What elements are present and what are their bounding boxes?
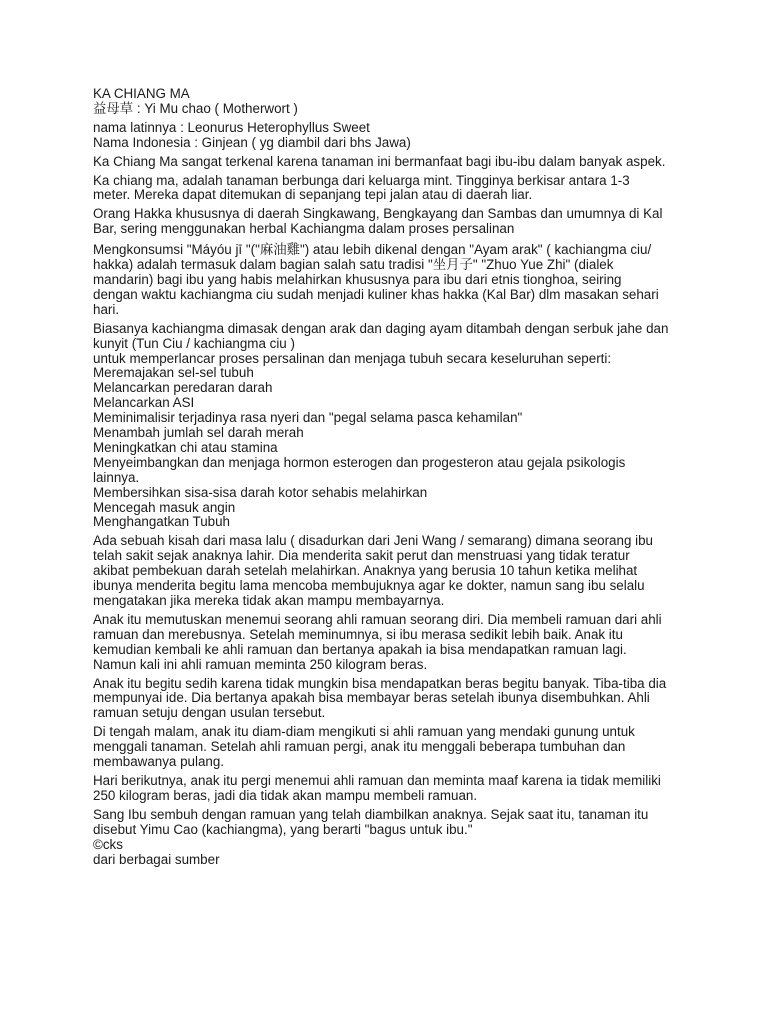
text-line: Anak itu memutuskan menemui seorang ahli ramuan seorang diri. Dia membeli ramuan dari ahli xyxy=(93,611,662,627)
list-item: Melancarkan ASI xyxy=(93,395,195,411)
names-paragraph xyxy=(93,121,693,151)
paragraph xyxy=(93,155,693,170)
text-line: Sang Ibu sembuh dengan ramuan yang telah diambilkan anaknya. Sejak saat itu, tanaman itu xyxy=(93,806,649,822)
text-line: Nama Indonesia : Ginjean ( yg diambil dari bhs Jawa) xyxy=(93,134,411,150)
text-line: disebut Yimu Cao (kachiangma), yang berarti "bagus untuk ibu." xyxy=(93,821,473,837)
text-line: ramuan dan merebusnya. Setelah meminumnya, si ibu merasa sedikit lebih baik. Anak itu xyxy=(93,626,623,642)
document-page xyxy=(93,87,693,871)
document-title: KA CHIANG MA xyxy=(93,86,190,101)
title-block xyxy=(93,87,693,117)
text-line: membawanya pulang. xyxy=(93,754,225,770)
list-item: Meningkatkan chi atau stamina xyxy=(93,439,278,455)
text-line: Hari berikutnya, anak itu pergi menemui ahli ramuan dan meminta maaf karena ia tidak memiliki xyxy=(93,772,661,788)
text-line: meter. Mereka dapat ditemukan di sepanjang tepi jalan atau di daerah liar. xyxy=(93,187,533,203)
list-item: Mencegah masuk angin xyxy=(93,499,236,515)
list-item: Membersihkan sisa-sisa darah kotor sehabis melahirkan xyxy=(93,484,428,500)
text-line: Ka Chiang Ma sangat terkenal karena tanaman ini bermanfaat bagi ibu-ibu dalam banyak aspek. xyxy=(93,153,666,169)
paragraph xyxy=(93,243,693,318)
list-item: Menyeimbangkan dan menjaga hormon esterogen dan progesteron atau gejala psikologis xyxy=(93,454,626,470)
text-line: kemudian kembali ke ahli ramuan dan bertanya apakah ia bisa mendapatkan ramuan lagi. xyxy=(93,641,627,657)
list-item: Menghangatkan Tubuh xyxy=(93,514,230,530)
text-line: nama latinnya : Leonurus Heterophyllus Sweet xyxy=(93,119,370,135)
text-line: akibat pembekuan darah setelah melahirkan. Anaknya yang berusia 10 tahun ketika melihat xyxy=(93,563,638,579)
text-line: Biasanya kachiangma dimasak dengan arak dan daging ayam ditambah dengan serbuk jahe dan xyxy=(93,320,669,336)
text-line: mengatakan jika mereka tidak akan mampu membayarnya. xyxy=(93,593,445,608)
text-line: 250 kilogram beras, jadi dia tidak akan mampu membeli ramuan. xyxy=(93,787,478,803)
source-text: dari berbagai sumber xyxy=(93,851,220,867)
paragraph xyxy=(93,207,693,237)
text-line: Bar, sering menggunakan herbal Kachiangma dalam proses persalinan xyxy=(93,221,515,237)
text-line: ramuan setuju dengan usulan tersebut. xyxy=(93,705,326,721)
paragraph xyxy=(93,677,693,722)
text-line: ibunya menderita begitu lama mencoba membujuknya agar ke dokter, namun sang ibu selalu xyxy=(93,578,645,594)
text-line: menggali tanaman. Setelah ahli ramuan pergi, anak itu menggali beberapa tumbuhan dan xyxy=(93,739,626,755)
text-line: kunyit (Tun Ciu / kachiangma ciu ) xyxy=(93,335,295,351)
list-item: lainnya. xyxy=(93,469,140,485)
list-item: Melancarkan peredaran darah xyxy=(93,380,273,396)
text-line: dengan waktu kachiangma ciu sudah menjadi kuliner khas hakka (Kal Bar) dlm masakan sehari xyxy=(93,286,659,302)
closing-paragraph xyxy=(93,808,693,868)
benefits-paragraph xyxy=(93,322,693,531)
paragraph xyxy=(93,725,693,770)
paragraph xyxy=(93,613,693,673)
text-line: Ada sebuah kisah dari masa lalu ( disadurkan dari Jeni Wang / semarang) dimana seorang ibu xyxy=(93,533,653,549)
text-line: Ka chiang ma, adalah tanaman berbunga dari keluarga mint. Tingginya berkisar antara 1-3 xyxy=(93,172,630,188)
text-line: telah sakit sejak anaknya lahir. Dia menderita sakit perut dan menstruasi yang tidak teratur xyxy=(93,548,630,564)
text-line: hari. xyxy=(93,301,120,317)
text-line: mandarin) bagi ibu yang habis melahirkan khususnya para ibu dari etnis tionghoa, seiring xyxy=(93,271,622,287)
text-line: mempunyai ide. Dia bertanya apakah bisa membayar beras setelah ibunya disembuhkan. Ahli xyxy=(93,690,650,706)
text-line: Anak itu begitu sedih karena tidak mungkin bisa mendapatkan beras begitu banyak. Tiba-tiba dia xyxy=(93,675,667,691)
list-item: Meminimalisir terjadinya rasa nyeri dan "pegal selama pasca kehamilan" xyxy=(93,410,523,426)
paragraph xyxy=(93,174,693,204)
text-line: untuk memperlancar proses persalinan dan menjaga tubuh secara keseluruhan seperti: xyxy=(93,350,612,366)
text-line: hakka) adalah termasuk dalam bagian salah satu tradisi "坐月子" "Zhuo Yue Zhi" (dialek xyxy=(93,257,614,273)
paragraph xyxy=(93,534,693,609)
text-line: Mengkonsumsi "Máyóu jī "("麻油雞") atau lebih dikenal dengan "Ayam arak" ( kachiangma ciu/ xyxy=(93,242,652,258)
copyright-text: ©cks xyxy=(93,836,123,852)
paragraph xyxy=(93,774,693,804)
text-line: Di tengah malam, anak itu diam-diam mengikuti si ahli ramuan yang mendaki gunung untuk xyxy=(93,724,635,740)
text-line: Orang Hakka khususnya di daerah Singkawang, Bengkayang dan Sambas dan umumnya di Kal xyxy=(93,206,663,222)
list-item: Menambah jumlah sel darah merah xyxy=(93,425,304,441)
list-item: Meremajakan sel-sel tubuh xyxy=(93,365,254,381)
document-subtitle: 益母草 : Yi Mu chao ( Motherwort ) xyxy=(93,100,298,116)
text-line: Namun kali ini ahli ramuan meminta 250 kilogram beras. xyxy=(93,656,428,672)
